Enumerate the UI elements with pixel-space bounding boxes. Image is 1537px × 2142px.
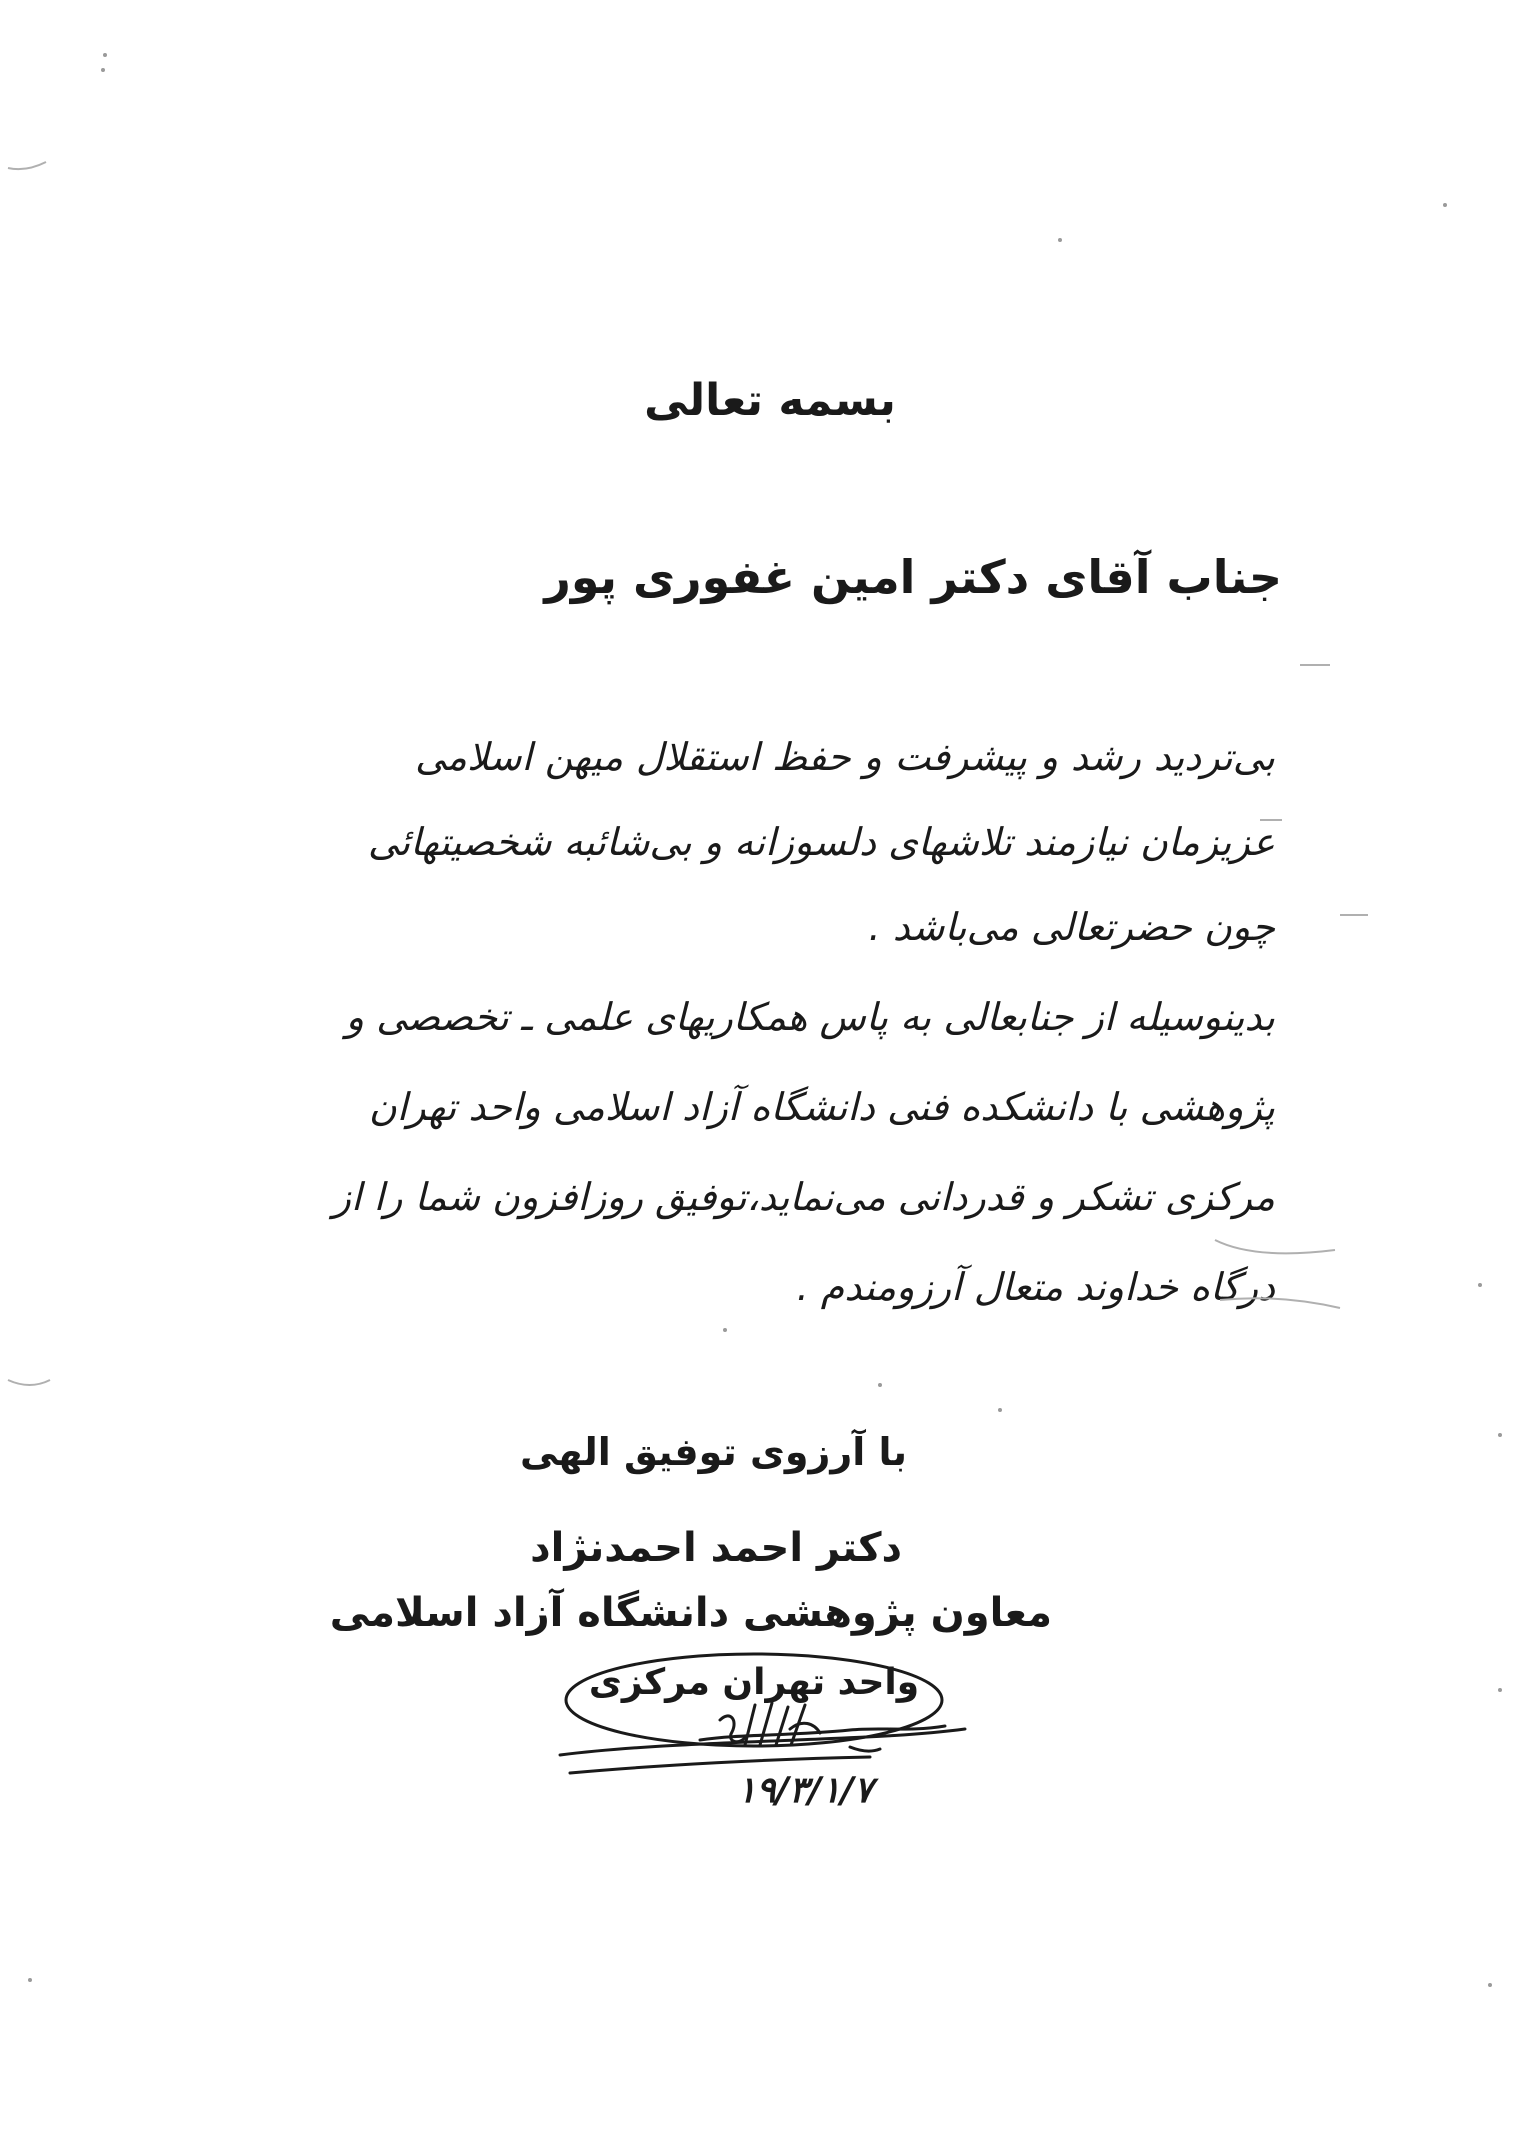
signatory-title: معاون پژوهشی دانشگاه آزاد اسلامی	[329, 1590, 1052, 1636]
body-line-2: عزیزمان نیازمند تلاشهای دلسوزانه و بی‌شائبه شخصیتهائی	[367, 820, 1275, 864]
closing-line: با آرزوی توفیق الهی	[519, 1430, 907, 1474]
body-line-5: پژوهشی با دانشکده فنی دانشگاه آزاد اسلامی واحد تهران	[368, 1085, 1275, 1129]
stamp-text: واحد تهران مرکزی	[588, 1662, 920, 1703]
body-line-1: بی‌تردید رشد و پیشرفت و حفظ استقلال میهن اسلامی	[415, 735, 1275, 779]
letter-heading: بسمه تعالی	[644, 375, 896, 426]
recipient-line: جناب آقای دکتر امین غفوری پور	[544, 550, 1282, 604]
letter-date: ۱۹/۳/۱/۷	[736, 1770, 874, 1811]
body-line-3: چون حضرتعالی می‌باشد .	[868, 905, 1275, 949]
body-line-6: مرکزی تشکر و قدردانی می‌نماید،توفیق روزافزون شما را از	[332, 1175, 1275, 1219]
body-line-4: بدینوسیله از جنابعالی به پاس همکاریهای علمی ـ تخصصی و	[345, 995, 1275, 1039]
signatory-name: دکتر احمد احمدنژاد	[530, 1525, 902, 1571]
body-line-7: درگاه خداوند متعال آرزومندم .	[796, 1265, 1275, 1309]
